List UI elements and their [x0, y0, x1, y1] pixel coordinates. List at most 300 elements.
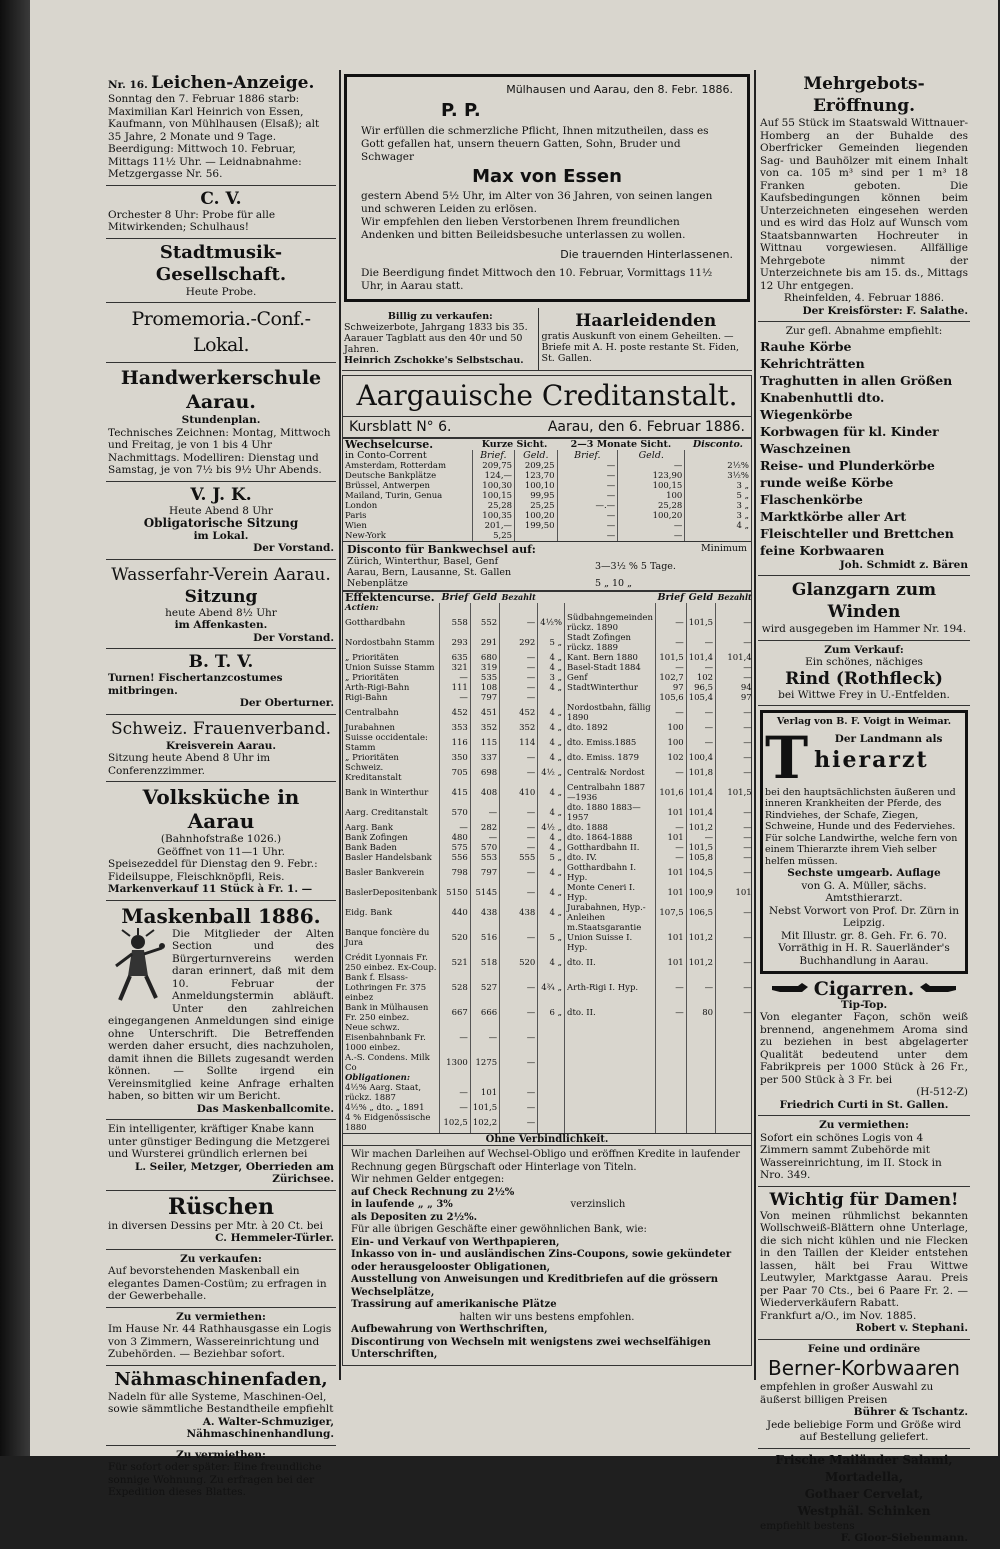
ad-title: Mehrgebots-Eröffnung.: [803, 74, 925, 116]
wechsel-row: [343, 531, 751, 541]
effekten-row: [343, 723, 752, 733]
effektencurse-body: [343, 603, 752, 1133]
effekten-cell: [655, 1073, 686, 1083]
ad-volkskueche: [106, 782, 336, 901]
ad-text: Für sofort oder später: Eine freundliche sonnige Wohnung. Zu erfragen bei der Expedition dieses Blattes.: [108, 1461, 322, 1498]
effekten-cell: —: [716, 753, 752, 763]
effekten-cell: 798: [440, 863, 471, 883]
effekten-cell: [500, 1073, 538, 1083]
effekten-cell: —: [500, 863, 538, 883]
effekten-cell: [565, 1073, 656, 1083]
effekten-cell: 101,5: [655, 653, 686, 663]
effekten-cell: [655, 1053, 686, 1073]
ad-title: Glanzgarn zum Winden: [791, 580, 937, 622]
effekten-cell: 101,5: [686, 843, 715, 853]
effekten-cell: 1300: [440, 1053, 471, 1073]
no-liability-note: Ohne Verbindlichkeit.: [343, 1133, 751, 1146]
ad-subtitle: Stundenplan.: [181, 414, 261, 426]
effekten-cell: 321: [440, 663, 471, 673]
ad-text: Ein schönes, nächiges: [805, 656, 923, 668]
effekten-cell: Nordostbahn, fällig 1890: [565, 703, 656, 723]
effekten-cell: 4 „: [538, 953, 565, 973]
ad-text: Mit Illustr. gr. 8. Geh. Fr. 6. 70.: [781, 929, 947, 942]
ad-text: Jede beliebige Form und Größe wird auf Bestellung geliefert.: [766, 1418, 962, 1443]
effekten-cell: 480: [440, 833, 471, 843]
ad-wohnung: [106, 1446, 336, 1503]
ad-title: Zu vermiethen:: [819, 1119, 909, 1131]
effekten-cell: —: [716, 663, 752, 673]
scan-edge: [0, 0, 30, 1456]
wechsel-cell: 100: [618, 491, 685, 501]
ad-signature: A. Walter-Schmuziger, Nähmaschinenhandlung.: [186, 1415, 334, 1440]
effekten-cell: 4 „: [538, 803, 565, 823]
wechsel-cell: —: [557, 531, 618, 541]
effekten-cell: [716, 1073, 752, 1083]
korb-item: Flaschenkörbe: [760, 491, 863, 507]
effekten-cell: 635: [440, 653, 471, 663]
effekten-cell: —: [500, 823, 538, 833]
effekten-cell: [470, 603, 499, 613]
korb-item: Rauhe Körbe: [760, 338, 852, 354]
wechsel-cell: —: [618, 521, 685, 531]
cigarren-title-row: [760, 978, 968, 1000]
effekten-cell: —: [686, 663, 715, 673]
bank-service: Ein- und Verkauf von Werthpapieren,: [351, 1236, 560, 1248]
effekten-cell: Arth-Rigi-Bahn: [345, 683, 410, 693]
effekten-cell: —: [655, 1003, 686, 1023]
bank-text: Wir nehmen Gelder entgegen:: [351, 1174, 505, 1185]
wechsel-row: [343, 481, 751, 491]
effekten-cell: —: [500, 1083, 538, 1103]
effekten-cell: —: [500, 1023, 538, 1053]
effekten-cell: [538, 1113, 565, 1133]
effekten-cell: 520: [500, 953, 538, 973]
ad-vermiethen: [758, 1116, 970, 1187]
effekten-cell: 4 „: [538, 753, 565, 763]
salami-item: Westphäl. Schinken: [797, 1503, 931, 1518]
ad-vjk: [106, 482, 336, 560]
ad-signature: Das Maskenballcomite.: [196, 1102, 334, 1115]
wechsel-cell: New-York: [345, 531, 386, 541]
effekten-cell: —: [716, 723, 752, 733]
effekten-cell: —: [500, 613, 538, 633]
ad-zu-verkaufen: [106, 1250, 336, 1308]
bank-service: Inkasso von in- und ausländischen Zins-Coupons, sowie gekündeter oder herausgelooster Obligationen,: [351, 1249, 732, 1273]
ad-signature: Bührer & Tschantz.: [853, 1406, 968, 1418]
ad-text: im Lokal.: [193, 529, 249, 542]
effekten-cell: 553: [470, 853, 499, 863]
effekten-cell: m.Staatsgarantie Union Suisse I. Hyp.: [565, 923, 656, 953]
effekten-cell: —: [440, 823, 471, 833]
korb-item: Wiegenkörbe: [760, 406, 853, 422]
effekten-cell: Südbahngemeinden rückz. 1890: [565, 613, 656, 633]
effekten-cell: Kant. Bern 1880: [565, 653, 656, 663]
effekten-cell: 4¾ „: [538, 973, 565, 1003]
ad-title: Promemoria.-Conf.-Lokal.: [131, 308, 311, 356]
effekten-cell: 570: [440, 803, 471, 823]
effekten-cell: [565, 1083, 656, 1103]
wechsel-cell: 100,10: [515, 481, 558, 491]
effekten-cell: —: [440, 1083, 471, 1103]
ad-stadtmusik: [106, 239, 336, 304]
effektencurse-table: [343, 590, 752, 1133]
effekten-cell: „ Prioritäten: [345, 653, 399, 663]
effekten-cell: 5150: [440, 883, 471, 903]
bank-title: Aargauische Creditanstalt.: [343, 376, 751, 417]
ad-signature: Heinrich Zschokke's Selbstschau.: [344, 355, 524, 366]
effekten-cell: [440, 1073, 471, 1083]
wechsel-row: [343, 511, 751, 521]
column-right: [758, 70, 970, 1549]
effekten-cell: —: [655, 613, 686, 633]
effekten-cell: 97: [716, 693, 752, 703]
wechsel-cell: —: [557, 491, 618, 501]
wechsel-cell: 3 „: [685, 501, 751, 511]
effekten-cell: 101: [470, 1083, 499, 1103]
korb-list: [760, 338, 968, 559]
disconto-place: Aarau, Bern, Lausanne, St. Gallen: [347, 567, 512, 578]
ad-signature: Friedrich Curti in St. Gallen.: [779, 1098, 949, 1111]
effekten-cell: —: [716, 673, 752, 683]
effekten-row: [343, 683, 752, 693]
effekten-cell: Rigi-Bahn: [345, 693, 388, 703]
effekten-cell: 105,6: [655, 693, 686, 703]
effekten-cell: 516: [470, 923, 499, 953]
effekten-cell: —: [440, 1023, 471, 1053]
effekten-cell: Crédit Lyonnais Fr. 250 einbez. Ex-Coup.: [345, 953, 437, 973]
ad-signature: L. Seiler, Metzger, Oberrieden am Zürichsee.: [134, 1160, 334, 1185]
effekten-cell: 107,5: [655, 903, 686, 923]
effekten-cell: Obligationen:: [345, 1073, 410, 1083]
ad-text: Von eleganter Façon, schön weiß brennend, angenehmem Aroma sind zu beziehen in best abgelagerter Qualität bedeutend unter dem Fabrikpreis per 1000 Stück à 26 Fr., per 500 Stück à 3 Fr. bei: [760, 1011, 968, 1086]
wechsel-cell: 4 „: [685, 521, 751, 531]
effekten-cell: —: [500, 683, 538, 693]
effekten-cell: [470, 1073, 499, 1083]
effekten-cell: 518: [470, 953, 499, 973]
ad-text: Speisezeddel für Dienstag den 9. Febr.: Fideilsuppe, Fleischknöpfli, Reis.: [108, 858, 318, 883]
effekten-cell: 101,4: [686, 783, 715, 803]
effekten-cell: 101,5: [716, 783, 752, 803]
effekten-cell: 4 „: [538, 683, 565, 693]
table-subheader: Brief.: [472, 450, 515, 461]
ad-text: Technisches Zeichnen: Montag, Mittwoch und Freitag, je von 1 bis 4 Uhr Nachmittags. Modelliren: Dienstag und Samstag, je von 7½ bis 9½ Uhr Abends.: [108, 426, 331, 476]
effekten-cell: Nordostbahn Stamm: [345, 638, 435, 648]
effekten-cell: dto. 1880 1883—1957: [565, 803, 656, 823]
kursblatt-number: Kursblatt N° 6.: [349, 419, 452, 435]
ad-title: Wasserfahr-Verein Aarau.: [111, 564, 331, 585]
effekten-cell: 100: [655, 723, 686, 733]
effekten-cell: —: [716, 843, 752, 853]
ad-title: Berner-Korbwaaren: [768, 1356, 960, 1380]
ad-title: Zu verkaufen:: [180, 1252, 262, 1265]
effekten-cell: dto. Emiss. 1879: [565, 753, 656, 763]
effekten-cell: —: [500, 843, 538, 853]
effekten-cell: BaslerDepositenbank: [345, 888, 438, 898]
wechsel-cell: 99,95: [515, 491, 558, 501]
effekten-cell: [686, 1053, 715, 1073]
effekten-cell: —: [470, 833, 499, 843]
effekten-row: [343, 823, 752, 833]
notice-salutation: P. P.: [441, 100, 481, 121]
effekten-cell: [565, 1113, 656, 1133]
korb-item: Marktkörbe aller Art: [760, 508, 907, 524]
wechsel-row: [343, 491, 751, 501]
effekten-cell: 4½% Aarg. Staat, rückz. 1887: [345, 1083, 422, 1103]
ad-title: Stadtmusik-Gesellschaft.: [155, 241, 287, 285]
effekten-cell: [655, 603, 686, 613]
ad-leichen: [106, 70, 336, 186]
notice-text: Wir erfüllen die schmerzliche Pflicht, Ihnen mitzutheilen, dass es Gott gefallen hat, unsern theuern Gatten, Sohn, Bruder und Schwager: [361, 125, 709, 163]
effekten-cell: Basel-Stadt 1884: [565, 663, 656, 673]
ad-billig: [342, 308, 539, 370]
effekten-cell: [716, 1083, 752, 1103]
effekten-cell: 101: [655, 803, 686, 823]
ad-btv: [106, 649, 336, 715]
effekten-cell: —: [440, 693, 471, 703]
ad-text: empfehlen in großer Auswahl zu äußerst billigen Preisen: [760, 1381, 934, 1406]
table-subheader: Brief.: [557, 450, 618, 461]
column-rule: [339, 70, 341, 1380]
effekten-cell: —: [655, 853, 686, 863]
effekten-row: [343, 923, 752, 953]
effekten-cell: 101: [655, 883, 686, 903]
ad-knabe: [106, 1120, 336, 1191]
effekten-cell: [565, 1053, 656, 1073]
effekten-row: [343, 613, 752, 633]
ad-signature: Der Vorstand.: [253, 631, 334, 644]
wechsel-cell: Amsterdam, Rotterdam: [345, 461, 447, 471]
wechsel-cell: —: [557, 471, 618, 481]
bank-services: [343, 1146, 751, 1365]
effekten-cell: 4 „: [538, 653, 565, 663]
effekten-row: [343, 733, 752, 753]
effekten-cell: 4½ „: [538, 763, 565, 783]
effekten-cell: 797: [470, 863, 499, 883]
ad-title: C. V.: [200, 188, 242, 209]
ad-text: Heute Probe.: [185, 285, 257, 298]
effekten-cell: dto. 1892: [565, 723, 656, 733]
ad-text: Sonntag den 7. Februar 1886 starb: Maximilian Karl Heinrich von Essen, Kaufmann, von Mühlhausen (Elsaß); alt 35 Jahre, 2 Monate und 9 Tage. Beerdigung: Mittwoch 10. Februar, Mittags 11½ Uhr. — Leidnabnahme: Metzgergasse Nr. 56.: [108, 93, 320, 180]
effekten-cell: —: [500, 833, 538, 843]
effekten-cell: 5145: [470, 883, 499, 903]
kursblatt-date: Aarau, den 6. Februar 1886.: [547, 419, 745, 435]
ad-naehmaschinenfaden: [106, 1366, 336, 1446]
effekten-cell: 291: [470, 633, 499, 653]
notice-text: Wir empfehlen den lieben Verstorbenen Ihrem freundlichen Andenken und bitten Beileidsbesuche unterlassen zu wollen.: [361, 216, 686, 241]
effekten-row: [343, 653, 752, 663]
ad-title: Schweiz. Frauenverband.: [111, 718, 331, 739]
effekten-cell: dto. IV.: [565, 853, 656, 863]
effekten-cell: —: [716, 633, 752, 653]
effekten-cell: 102,2: [470, 1113, 499, 1133]
ad-intro: Zur gefl. Abnahme empfiehlt:: [785, 325, 943, 337]
ad-berner: [758, 1340, 970, 1449]
bank-text: Wir machen Darleihen auf Wechsel-Obligo und eröffnen Kredite in laufender Rechnung gegen Bürgschaft oder Hinterlage von Titeln.: [351, 1149, 740, 1173]
notice-text: Die Beerdigung findet Mittwoch den 10. Februar, Vormittags 11½ Uhr, in Aarau statt.: [361, 267, 713, 292]
column-rule: [754, 70, 756, 1380]
effekten-row: [343, 663, 752, 673]
effekten-cell: 5 „: [538, 633, 565, 653]
effekten-cell: 102,7: [655, 673, 686, 683]
effekten-cell: [655, 1113, 686, 1133]
effekten-cell: 101: [716, 883, 752, 903]
wechsel-cell: 201,—: [472, 521, 515, 531]
effekten-cell: 101,4: [686, 653, 715, 663]
effekten-row: [343, 693, 752, 703]
ad-text: Obligatorische Sitzung: [143, 516, 299, 530]
ad-text: Schweizerbote, Jahrgang 1833 bis 35. Aarauer Tagblatt aus den 40r und 50 Jahren.: [344, 322, 528, 355]
jester-illustration: [108, 928, 168, 1008]
ad-reference: (H-512-Z): [916, 1086, 968, 1098]
effekten-cell: Monte Ceneri I. Hyp.: [565, 883, 656, 903]
effekten-cell: 452: [440, 703, 471, 723]
effekten-cell: 116: [440, 733, 471, 753]
wechsel-cell: 3½%: [685, 471, 751, 481]
effekten-cell: [686, 1023, 715, 1053]
effekten-cell: —: [716, 923, 752, 953]
effekten-cell: —: [500, 1003, 538, 1023]
wechselcurse-body: [343, 461, 751, 541]
ad-text: von G. A. Müller, sächs. Amtsthierarzt.: [801, 879, 927, 904]
ad-text: empfiehlt bestens: [760, 1519, 855, 1532]
ad-rueschen: [106, 1191, 336, 1250]
effekten-cell: —: [716, 833, 752, 843]
bank-text: halten wir uns bestens empfohlen.: [459, 1311, 635, 1323]
effekten-cell: 1275: [470, 1053, 499, 1073]
effekten-cell: Suisse occidentale: Stamm: [345, 733, 428, 753]
effekten-cell: 408: [470, 783, 499, 803]
wechsel-row: [343, 501, 751, 511]
effekten-cell: —: [655, 763, 686, 783]
korb-item: runde weiße Körbe: [760, 474, 894, 490]
ad-text: Sechste umgearb. Auflage: [787, 867, 941, 879]
ad-intro: Zum Verkauf:: [824, 643, 904, 656]
wechsel-cell: 100,20: [618, 511, 685, 521]
table-header: Brief: [441, 592, 469, 603]
effekten-row: [343, 853, 752, 863]
effekten-cell: [538, 1023, 565, 1053]
effekten-cell: dto. Emiss.1885: [565, 733, 656, 753]
effekten-cell: 667: [440, 1003, 471, 1023]
deposit-rate: als Depositen zu 2½%.: [351, 1211, 478, 1223]
effekten-cell: 438: [500, 903, 538, 923]
korb-item: Reise- und Plunderkörbe: [760, 457, 935, 473]
effekten-cell: [538, 693, 565, 703]
effekten-cell: —: [500, 803, 538, 823]
notice-place-date: Mülhausen und Aarau, den 8. Febr. 1886.: [506, 83, 733, 96]
wechsel-cell: 25,28: [472, 501, 515, 511]
wechsel-cell: 5,25: [472, 531, 515, 541]
effekten-cell: —: [716, 863, 752, 883]
deposit-note: verzinslich: [570, 1198, 626, 1210]
effekten-cell: 520: [440, 923, 471, 953]
effekten-cell: —: [500, 1053, 538, 1073]
effekten-cell: „ Prioritäten: [345, 673, 399, 683]
effekten-cell: 292: [500, 633, 538, 653]
effekten-row: [343, 953, 752, 973]
wechsel-cell: 5 „: [685, 491, 751, 501]
effekten-cell: 102: [686, 673, 715, 683]
effekten-row: [343, 1073, 752, 1083]
wechsel-cell: 25,25: [515, 501, 558, 511]
bank-service: Ausstellung von Anweisungen und Kreditbriefen auf die grössern Wechselplätze,: [351, 1274, 719, 1298]
effekten-cell: 102,5: [440, 1113, 471, 1133]
deposit-rate: in laufende „ „ 3%: [351, 1199, 453, 1210]
ad-title: Zu vermiethen:: [176, 1310, 266, 1323]
effekten-cell: —: [500, 693, 538, 703]
ad-title: Leichen-Anzeige.: [151, 73, 315, 93]
effekten-cell: Genf: [565, 673, 656, 683]
ad-haarleidenden: [539, 308, 752, 370]
ad-subtitle: Sitzung: [184, 586, 258, 607]
deposit-rates: [351, 1187, 743, 1225]
effekten-cell: 4½% „ dto. „ 1891: [345, 1103, 425, 1113]
effekten-cell: 101,8: [686, 763, 715, 783]
effekten-cell: Aarg. Bank: [345, 823, 394, 833]
effekten-cell: Gotthardbahn I. Hyp.: [565, 863, 656, 883]
effekten-cell: —: [500, 1103, 538, 1113]
effekten-cell: Banque foncière du Jura: [345, 928, 430, 948]
effekten-cell: —: [716, 803, 752, 823]
ad-text: Ein intelligenter, kräftiger Knabe kann unter günstiger Bedingung die Metzgerei und Wursterei gründlich erlernen bei: [108, 1123, 330, 1160]
ad-text: Turnen! Fischertanzcostumes mitbringen.: [108, 672, 283, 697]
ad-title: Wichtig für Damen!: [769, 1189, 959, 1210]
effekten-cell: [686, 1083, 715, 1103]
effekten-cell: 4 „: [538, 863, 565, 883]
effekten-cell: Union Suisse Stamm: [345, 663, 435, 673]
effekten-cell: dto. II.: [565, 953, 656, 973]
bank-service: Trassirung auf amerikanische Plätze: [351, 1299, 557, 1310]
disconto-minimum: Minimum: [700, 543, 747, 554]
ad-text: Heute Abend 8 Uhr: [169, 504, 273, 517]
effekten-cell: [538, 1073, 565, 1083]
effekten-cell: Aarg. Creditanstalt: [345, 808, 428, 818]
effekten-cell: —: [655, 973, 686, 1003]
effekten-cell: Basler Bankverein: [345, 868, 425, 878]
effekten-cell: 101: [655, 953, 686, 973]
disconto-rate: 3—3½ %: [595, 561, 638, 572]
small-ads-row: [342, 308, 752, 371]
effekten-row: [343, 753, 752, 763]
ad-thierarzt: [760, 710, 968, 974]
ad-title: Rüschen: [167, 1193, 275, 1220]
effekten-cell: 101,6: [655, 783, 686, 803]
effekten-cell: [655, 1023, 686, 1053]
effekten-cell: 97: [655, 683, 686, 693]
effekten-cell: 797: [470, 693, 499, 703]
effekten-cell: 94: [716, 683, 752, 693]
wechsel-cell: 2½%: [685, 461, 751, 471]
ad-text: Im Hause Nr. 44 Rathhausgasse ein Logis von 3 Zimmern, Wassereinrichtung und Zubehörden. — Beziehbar sofort.: [108, 1323, 332, 1360]
effekten-cell: Gotthardbahn II.: [565, 843, 656, 853]
ad-place-date: Rheinfelden, 4. Februar 1886.: [783, 292, 945, 304]
ad-title: Maskenball 1886.: [121, 903, 321, 928]
salami-item: Frische Mailänder Salami,: [775, 1452, 953, 1467]
ad-maskenball: [106, 901, 336, 1121]
wechselcurse-table: [343, 439, 751, 541]
effekten-cell: 111: [440, 683, 471, 693]
wechsel-cell: 100,35: [472, 511, 515, 521]
deceased-name: Max von Essen: [472, 166, 622, 187]
ad-signature: Robert v. Stephani.: [855, 1322, 968, 1334]
effekten-cell: 115: [470, 733, 499, 753]
effekten-cell: —: [500, 923, 538, 953]
effekten-cell: [538, 1103, 565, 1113]
table-header: Geld: [472, 592, 498, 603]
ad-place-date: Frankfurt a/O., im Nov. 1885.: [760, 1309, 917, 1322]
ad-text: Orchester 8 Uhr: Probe für alle Mitwirkenden; Schulhaus!: [108, 208, 276, 233]
effekten-row: [343, 703, 752, 723]
